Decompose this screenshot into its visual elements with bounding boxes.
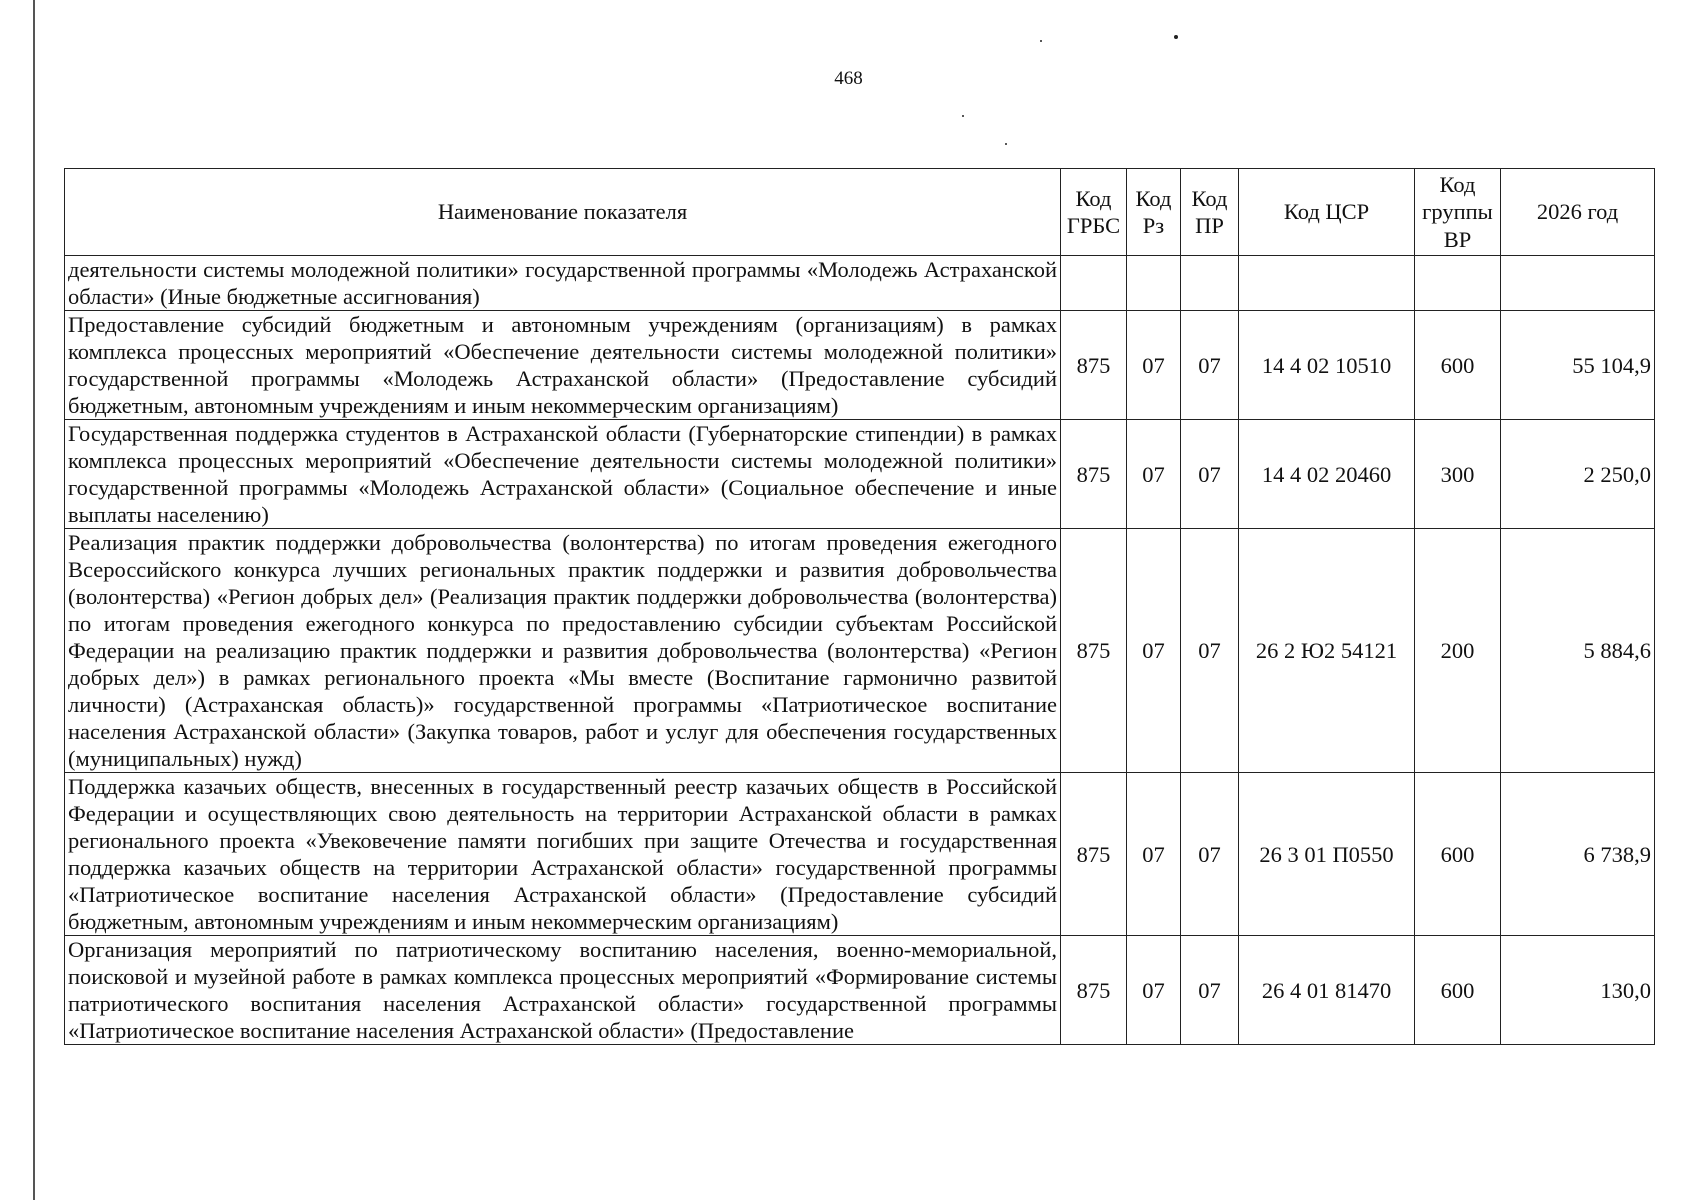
row-vr: 200 (1415, 529, 1501, 773)
header-csr: Код ЦСР (1239, 169, 1415, 256)
row-vr: 600 (1415, 936, 1501, 1045)
row-amount: 2 250,0 (1501, 420, 1655, 529)
header-grbs: Код ГРБС (1061, 169, 1127, 256)
row-rz: 07 (1127, 529, 1181, 773)
header-name: Наименование показателя (65, 169, 1061, 256)
row-amount: 5 884,6 (1501, 529, 1655, 773)
scan-speck (1040, 40, 1042, 42)
row-rz (1127, 256, 1181, 311)
row-rz: 07 (1127, 311, 1181, 420)
scan-speck (962, 115, 964, 117)
row-pr: 07 (1181, 936, 1239, 1045)
row-vr: 600 (1415, 773, 1501, 936)
row-vr: 300 (1415, 420, 1501, 529)
row-pr (1181, 256, 1239, 311)
row-name: Реализация практик поддержки добровольчества (волонтерства) по итогам проведения ежегодного Всероссийского конкурса лучших региональных практик поддержки и развития добровольчества (волонтерства) «Регион добрых дел» (Реализация практик поддержки добровольчества (волонтерства) по итогам проведения ежегодного конкурса по предоставлению субсидии субъектам Российской Федерации на реализацию практик поддержки и развития добровольчества (волонтерства) «Регион добрых дел») в рамках регионального проекта «Мы вместе (Воспитание гармонично развитой личности) (Астраханская область)» государственной программы «Патриотическое воспитание населения Астраханской области» (Закупка товаров, работ и услуг для обеспечения государственных (муниципальных) нужд) (65, 529, 1061, 773)
row-vr (1415, 256, 1501, 311)
row-grbs (1061, 256, 1127, 311)
row-grbs: 875 (1061, 529, 1127, 773)
row-amount: 6 738,9 (1501, 773, 1655, 936)
row-rz: 07 (1127, 420, 1181, 529)
table-row (65, 420, 1655, 529)
budget-table (64, 168, 1655, 1045)
page-number: 468 (834, 68, 863, 89)
row-grbs: 875 (1061, 936, 1127, 1045)
header-rz: Код Рз (1127, 169, 1181, 256)
scan-edge-line (33, 0, 35, 1200)
row-csr: 14 4 02 10510 (1239, 311, 1415, 420)
row-csr: 26 3 01 П0550 (1239, 773, 1415, 936)
row-pr: 07 (1181, 311, 1239, 420)
row-name: Государственная поддержка студентов в Астраханской области (Губернаторские стипендии) в рамках комплекса процессных мероприятий «Обеспечение деятельности системы молодежной политики» государственной программы «Молодежь Астраханской области» (Социальное обеспечение и иные выплаты населению) (65, 420, 1061, 529)
row-csr (1239, 256, 1415, 311)
table-row (65, 936, 1655, 1045)
row-amount (1501, 256, 1655, 311)
scan-speck (1174, 35, 1178, 39)
row-grbs: 875 (1061, 311, 1127, 420)
row-name: Поддержка казачьих обществ, внесенных в государственный реестр казачьих обществ в Российской Федерации и осуществляющих свою деятельность на территории Астраханской области в рамках регионального проекта «Увековечение памяти погибших при защите Отечества и государственная поддержка казачьих обществ на территории Астраханской области» государственной программы «Патриотическое воспитание населения Астраханской области» (Предоставление субсидий бюджетным, автономным учреждениям и иным некоммерческим организациям) (65, 773, 1061, 936)
header-year: 2026 год (1501, 169, 1655, 256)
row-name: Организация мероприятий по патриотическому воспитанию населения, военно-мемориальной, поисковой и музейной работе в рамках комплекса процессных мероприятий «Формирование системы патриотического воспитания населения Астраханской области» государственной программы «Патриотическое воспитание населения Астраханской области» (Предоставление (65, 936, 1061, 1045)
row-pr: 07 (1181, 773, 1239, 936)
row-csr: 26 2 Ю2 54121 (1239, 529, 1415, 773)
row-pr: 07 (1181, 420, 1239, 529)
row-name: Предоставление субсидий бюджетным и автономным учреждениям (организациям) в рамках комплекса процессных мероприятий «Обеспечение деятельности системы молодежной политики» государственной программы «Молодежь Астраханской области» (Предоставление субсидий бюджетным, автономным учреждениям и иным некоммерческим организациям) (65, 311, 1061, 420)
row-rz: 07 (1127, 773, 1181, 936)
row-vr: 600 (1415, 311, 1501, 420)
scan-speck (1005, 143, 1007, 145)
table-row (65, 311, 1655, 420)
row-pr: 07 (1181, 529, 1239, 773)
row-rz: 07 (1127, 936, 1181, 1045)
table-row (65, 529, 1655, 773)
table-row (65, 256, 1655, 311)
header-vr: Код группы ВР (1415, 169, 1501, 256)
row-csr: 26 4 01 81470 (1239, 936, 1415, 1045)
row-grbs: 875 (1061, 420, 1127, 529)
header-pr: Код ПР (1181, 169, 1239, 256)
row-csr: 14 4 02 20460 (1239, 420, 1415, 529)
row-name: деятельности системы молодежной политики» государственной программы «Молодежь Астраханской области» (Иные бюджетные ассигнования) (65, 256, 1061, 311)
row-grbs: 875 (1061, 773, 1127, 936)
table-row (65, 773, 1655, 936)
table-header-row (65, 169, 1655, 256)
row-amount: 55 104,9 (1501, 311, 1655, 420)
row-amount: 130,0 (1501, 936, 1655, 1045)
